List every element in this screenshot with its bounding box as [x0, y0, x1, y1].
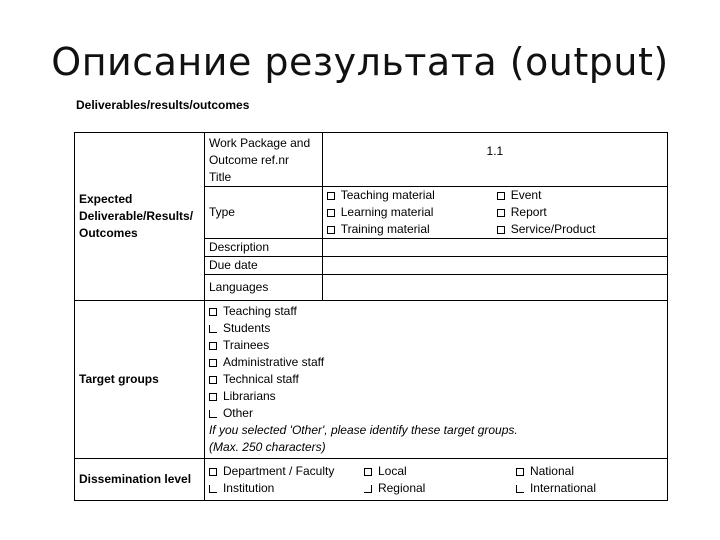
type-option-label: Report — [510, 205, 547, 219]
checkbox-icon[interactable] — [497, 226, 505, 234]
dissemination-option-local[interactable] — [364, 463, 516, 480]
languages-value[interactable] — [322, 275, 667, 301]
wp-ref-label — [204, 133, 322, 187]
title-label: Title — [208, 170, 232, 184]
type-option-label: Service/Product — [510, 222, 596, 236]
type-option-teaching-material[interactable] — [327, 187, 497, 204]
checkbox-icon[interactable] — [209, 393, 217, 401]
deliverable-form-table — [74, 132, 668, 501]
checkbox-icon[interactable] — [327, 226, 335, 234]
dissemination-option-national[interactable] — [516, 463, 636, 480]
target-group-administrative-staff[interactable] — [209, 354, 663, 371]
type-option-report[interactable] — [497, 204, 647, 221]
other-note-line2: (Max. 250 characters) — [208, 440, 326, 454]
checkbox-icon[interactable] — [209, 468, 217, 476]
target-group-label: Teaching staff — [222, 304, 297, 318]
section-heading: Deliverables/results/outcomes — [76, 98, 250, 112]
checkbox-icon[interactable] — [516, 468, 524, 476]
dissemination-options-cell — [204, 459, 667, 501]
description-label: Description — [204, 239, 322, 257]
checkbox-icon[interactable] — [209, 342, 217, 350]
dissemination-option-institution[interactable] — [209, 480, 364, 497]
due-date-value[interactable] — [322, 257, 667, 275]
dissemination-option-label: International — [529, 480, 597, 495]
target-groups-label: Target groups — [75, 301, 205, 459]
target-group-label: Students — [222, 321, 271, 335]
type-option-service-product[interactable] — [497, 221, 647, 238]
checkbox-icon[interactable] — [497, 209, 505, 217]
type-label: Type — [204, 187, 322, 239]
checkbox-icon[interactable] — [209, 359, 217, 367]
checkbox-icon[interactable] — [209, 376, 217, 384]
target-group-label: Technical staff — [222, 372, 299, 386]
wp-ref-label-text: Work Package and Outcome ref.nr — [208, 136, 311, 167]
target-group-technical-staff[interactable] — [209, 371, 663, 388]
checkbox-icon[interactable] — [497, 192, 505, 200]
languages-label: Languages — [204, 275, 322, 301]
type-option-label: Training material — [340, 222, 430, 236]
target-group-label: Trainees — [222, 338, 270, 352]
dissemination-option-label: Institution — [222, 480, 275, 495]
checkbox-icon[interactable] — [209, 410, 217, 418]
slide-title: Описание результата (output) — [51, 40, 669, 84]
other-note-line1: If you selected 'Other', please identify these target groups. — [208, 423, 518, 437]
target-group-librarians[interactable] — [209, 388, 663, 405]
expected-deliverable-label: Expected Deliverable/Results/ Outcomes — [75, 133, 205, 301]
target-group-other[interactable] — [209, 405, 663, 422]
description-value[interactable] — [322, 239, 667, 257]
checkbox-icon[interactable] — [209, 485, 217, 493]
dissemination-option-label: Local — [377, 463, 407, 478]
target-group-teaching-staff[interactable] — [209, 303, 663, 320]
checkbox-icon[interactable] — [327, 209, 335, 217]
target-group-label: Librarians — [222, 389, 276, 403]
type-option-event[interactable] — [497, 187, 647, 204]
dissemination-option-international[interactable] — [516, 480, 636, 497]
type-options-cell — [322, 187, 667, 239]
checkbox-icon[interactable] — [364, 468, 372, 476]
dissemination-option-regional[interactable] — [364, 480, 516, 497]
checkbox-icon[interactable] — [364, 485, 372, 493]
dissemination-level-label: Dissemination level — [75, 459, 205, 501]
wp-ref-value: 1.1 — [322, 133, 667, 187]
target-group-label: Other — [222, 406, 253, 420]
checkbox-icon[interactable] — [209, 308, 217, 316]
checkbox-icon[interactable] — [209, 325, 217, 333]
type-option-label: Learning material — [340, 205, 434, 219]
checkbox-icon[interactable] — [516, 485, 524, 493]
type-option-label: Teaching material — [340, 188, 435, 202]
target-group-trainees[interactable] — [209, 337, 663, 354]
type-option-learning-material[interactable] — [327, 204, 497, 221]
target-groups-cell — [204, 301, 667, 459]
dissemination-option-label: Department / Faculty — [222, 463, 335, 478]
target-group-label: Administrative staff — [222, 355, 325, 369]
dissemination-option-label: Regional — [377, 480, 426, 495]
checkbox-icon[interactable] — [327, 192, 335, 200]
dissemination-option-department[interactable] — [209, 463, 364, 480]
type-option-label: Event — [510, 188, 542, 202]
target-group-students[interactable] — [209, 320, 663, 337]
due-date-label: Due date — [204, 257, 322, 275]
type-option-training-material[interactable] — [327, 221, 497, 238]
dissemination-option-label: National — [529, 463, 574, 478]
